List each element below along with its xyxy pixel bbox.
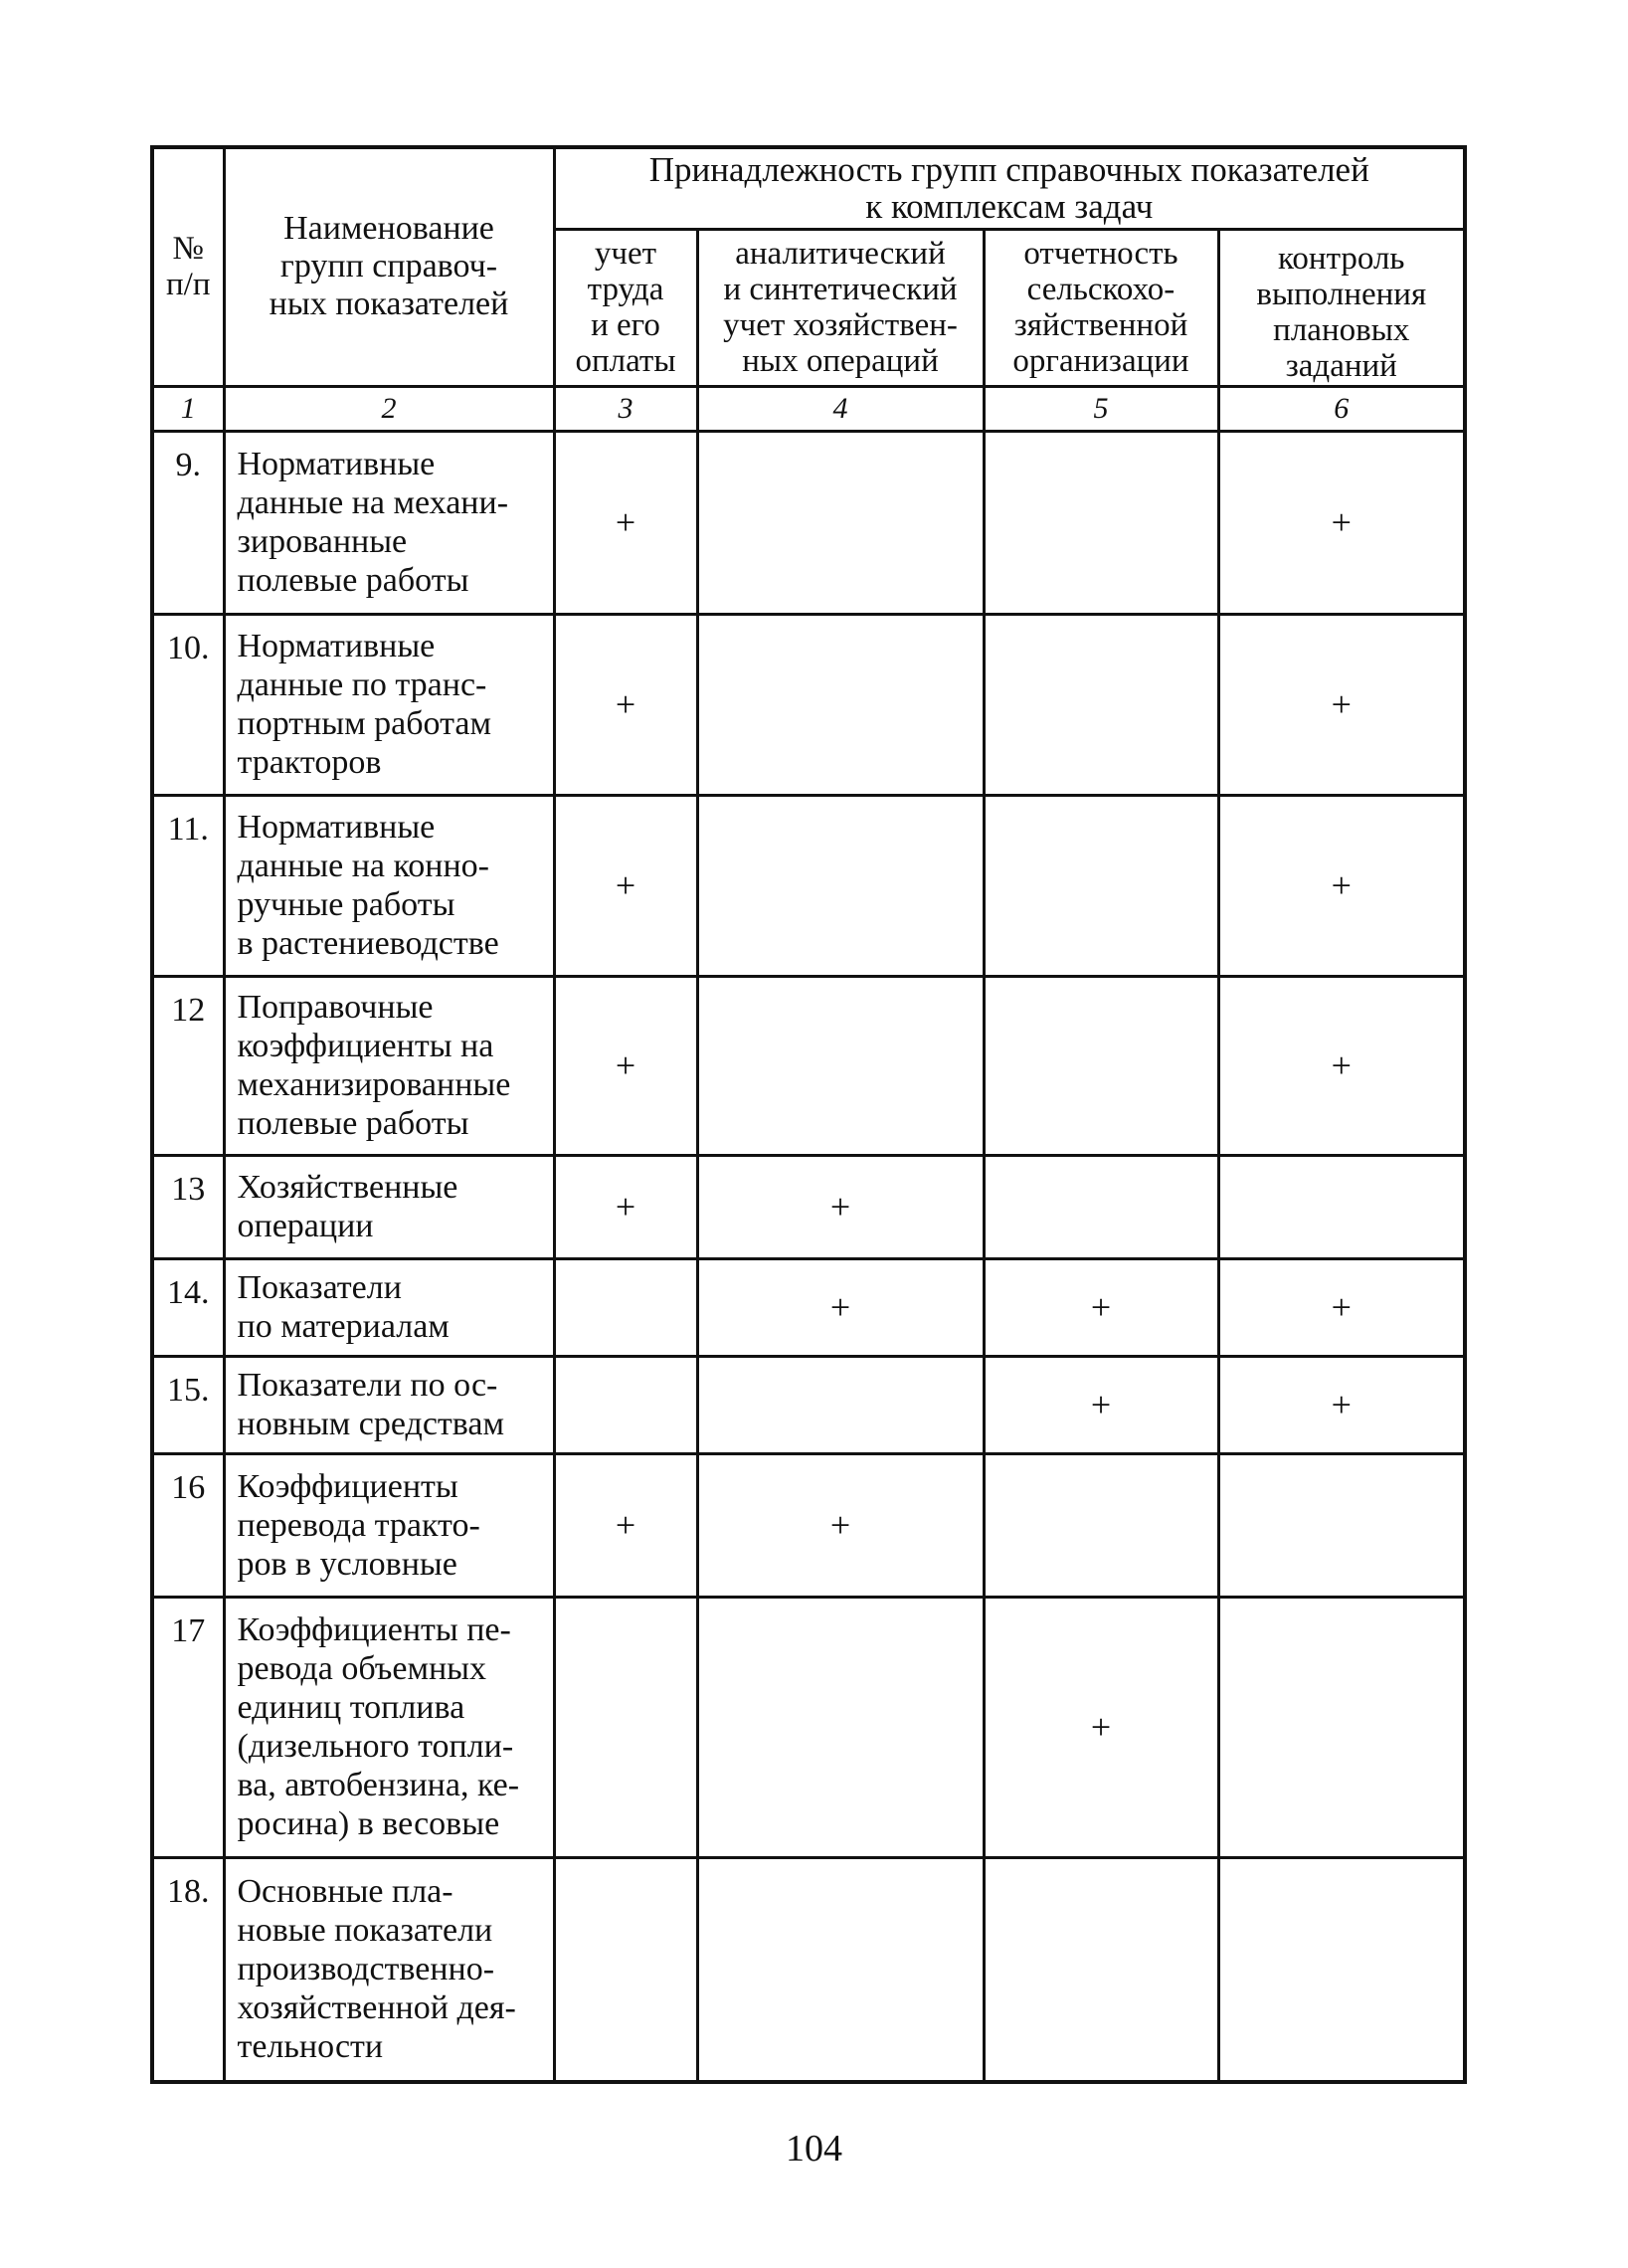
column-number: 3 [554, 386, 697, 431]
row-number: 9. [152, 431, 224, 614]
mark-cell: + [554, 1155, 697, 1258]
row-number: 15. [152, 1356, 224, 1453]
mark-cell [554, 1597, 697, 1857]
row-name: Коэффициенты перевода тракто- ров в условные [224, 1453, 554, 1597]
mark-cell [697, 976, 984, 1155]
header-group-title: Принадлежность групп справочных показателей к комплексам задач [554, 147, 1465, 229]
mark-cell [554, 1258, 697, 1356]
mark-cell [984, 1155, 1218, 1258]
mark-cell [984, 1453, 1218, 1597]
mark-cell [984, 1857, 1218, 2082]
row-number: 11. [152, 795, 224, 976]
header-number: № п/п [152, 147, 224, 386]
mark-cell: + [554, 614, 697, 795]
row-name: Основные пла- новые показатели производственно- хозяйственной дея- тельности [224, 1857, 554, 2082]
mark-cell: + [1218, 614, 1465, 795]
mark-cell [697, 1857, 984, 2082]
mark-cell: + [984, 1258, 1218, 1356]
table-row [152, 976, 1465, 1155]
column-number: 2 [224, 386, 554, 431]
mark-cell [1218, 1597, 1465, 1857]
mark-cell: + [554, 431, 697, 614]
mark-cell [984, 976, 1218, 1155]
header-operations-accounting: аналитический и синтетический учет хозяйствен- ных операций [697, 229, 984, 386]
table-body [152, 431, 1465, 2082]
row-name: Нормативные данные на конно- ручные работы в растениеводстве [224, 795, 554, 976]
mark-cell: + [697, 1258, 984, 1356]
mark-cell [697, 1356, 984, 1453]
header-labor-accounting: учет труда и его оплаты [554, 229, 697, 386]
mark-cell: + [554, 976, 697, 1155]
column-number: 6 [1218, 386, 1465, 431]
mark-cell [984, 795, 1218, 976]
row-number: 13 [152, 1155, 224, 1258]
mark-cell [1218, 1857, 1465, 2082]
mark-cell [697, 614, 984, 795]
row-number: 14. [152, 1258, 224, 1356]
row-number: 17 [152, 1597, 224, 1857]
table-row [152, 431, 1465, 614]
mark-cell [697, 1597, 984, 1857]
page-number: 104 [786, 2128, 842, 2170]
column-number: 5 [984, 386, 1218, 431]
column-number: 4 [697, 386, 984, 431]
mark-cell: + [1218, 1356, 1465, 1453]
mark-cell [554, 1356, 697, 1453]
table-row [152, 614, 1465, 795]
mark-cell: + [1218, 1258, 1465, 1356]
column-number: 1 [152, 386, 224, 431]
mark-cell: + [554, 1453, 697, 1597]
header-reporting: отчетность сельскохо- зяйственной организации [984, 229, 1218, 386]
row-number: 12 [152, 976, 224, 1155]
table-row [152, 1155, 1465, 1258]
row-name: Нормативные данные по транс- портным работам тракторов [224, 614, 554, 795]
mark-cell: + [1218, 431, 1465, 614]
mark-cell [984, 614, 1218, 795]
mark-cell [554, 1857, 697, 2082]
header-name: Наименование групп справоч- ных показателей [224, 147, 554, 386]
row-number: 16 [152, 1453, 224, 1597]
table-row [152, 1356, 1465, 1453]
mark-cell [1218, 1155, 1465, 1258]
reference-indicators-table [150, 145, 1467, 2084]
row-name: Показатели по ос- новным средствам [224, 1356, 554, 1453]
mark-cell [1218, 1453, 1465, 1597]
mark-cell: + [1218, 976, 1465, 1155]
column-number-row [152, 386, 1465, 431]
mark-cell [697, 795, 984, 976]
mark-cell: + [1218, 795, 1465, 976]
mark-cell: + [984, 1597, 1218, 1857]
table-row [152, 1258, 1465, 1356]
table-row [152, 1857, 1465, 2082]
row-number: 10. [152, 614, 224, 795]
mark-cell [697, 431, 984, 614]
row-name: Нормативные данные на механи- зированные полевые работы [224, 431, 554, 614]
table-row [152, 1453, 1465, 1597]
mark-cell: + [697, 1155, 984, 1258]
row-number: 18. [152, 1857, 224, 2082]
mark-cell: + [984, 1356, 1218, 1453]
mark-cell: + [554, 795, 697, 976]
mark-cell [984, 431, 1218, 614]
mark-cell: + [697, 1453, 984, 1597]
row-name: Показатели по материалам [224, 1258, 554, 1356]
table-row [152, 795, 1465, 976]
header-plan-control: контроль выполнения плановых заданий [1218, 229, 1465, 386]
row-name: Поправочные коэффициенты на механизированные полевые работы [224, 976, 554, 1155]
row-name: Хозяйственные операции [224, 1155, 554, 1258]
table-row [152, 1597, 1465, 1857]
row-name: Коэффициенты пе- ревода объемных единиц топлива (дизельного топли- ва, автобензина, ке- росина) в весовые [224, 1597, 554, 1857]
